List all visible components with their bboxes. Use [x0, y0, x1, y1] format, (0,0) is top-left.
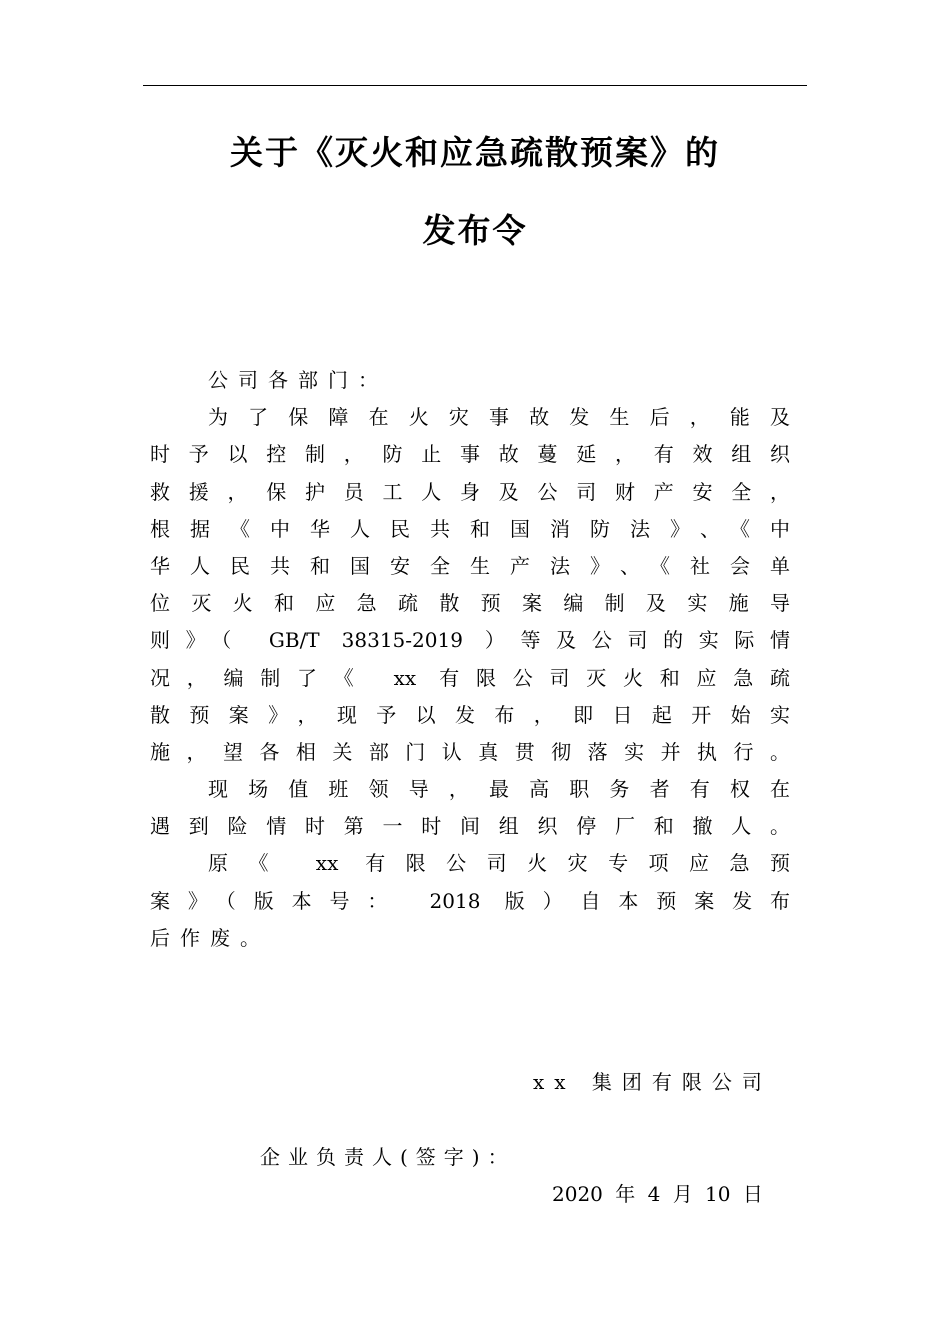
paragraph-line: 遇到险情时第一时间组织停厂和撤人。 — [150, 814, 790, 839]
paragraph-line: 原《 xx 有限公司火灾专项应急预 — [208, 851, 790, 876]
paragraph-line: 位灭火和应急疏散预案编制及实施导 — [150, 591, 790, 616]
paragraph-line: 况，编制了《 xx 有限公司灭火和应急疏 — [150, 665, 790, 690]
issue-date: 2020 年 4 月 10 日 — [552, 1182, 763, 1206]
header-rule — [143, 85, 807, 86]
signature-label: 企业负责人(签字)： — [260, 1145, 516, 1169]
paragraph-line: 救援，保护员工人身及公司财产安全， — [150, 479, 790, 504]
paragraph-line: 华人民共和国安全生产法》、《社会单 — [150, 553, 790, 578]
document-title-line-2: 发布令 — [422, 211, 528, 250]
paragraph-line: 散预案》，现予以发布，即日起开始实 — [150, 702, 790, 727]
document-title-line-1: 关于《灭火和应急疏散预案》的 — [230, 133, 720, 172]
paragraph-line: 时予以控制，防止事故蔓延，有效组织 — [150, 442, 790, 467]
paragraph-line: 则》（ GB/T 38315-2019 ）等及公司的实际情 — [150, 628, 790, 653]
paragraph-line: 为了保障在火灾事故发生后，能及 — [208, 405, 790, 430]
company-name: xx 集团有限公司 — [533, 1070, 772, 1094]
paragraph-line: 案》（版本号： 2018 版）自本预案发布 — [150, 888, 790, 913]
paragraph-line: 现场值班领导，最高职务者有权在 — [208, 777, 790, 802]
salutation: 公司各部门： — [208, 368, 388, 392]
paragraph-line: 施，望各相关部门认真贯彻落实并执行。 — [150, 739, 790, 764]
paragraph-line: 后作废。 — [150, 925, 270, 950]
document-body — [150, 362, 790, 957]
paragraph-line: 根据《中华人民共和国消防法》、《中 — [150, 516, 790, 541]
